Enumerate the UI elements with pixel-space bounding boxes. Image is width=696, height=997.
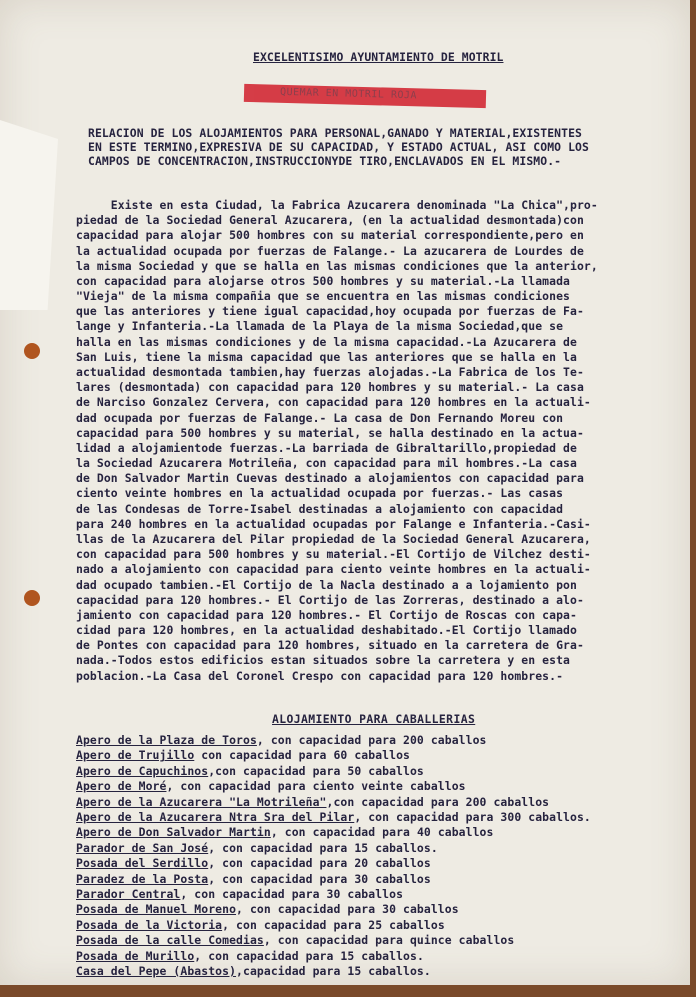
body-line: de Don Salvador Martin Cuevas destinado a alojamientos con capacidad para (76, 471, 584, 486)
stable-capacity: ,con capacidad para 200 caballos (326, 794, 550, 809)
body-line: nado a alojamiento con capacidad para ciento veinte hombres en la actuali- (76, 562, 591, 577)
body-line: San Luis, tiene la misma capacidad que las anteriores que se halla en la (76, 349, 577, 364)
body-line: lidad a alojamientode fuerzas.-La barriada de Gibraltarillo,propiedad de (76, 440, 577, 455)
folded-corner (0, 120, 58, 310)
list-item (76, 748, 410, 762)
list-item (76, 825, 493, 839)
list-item (76, 872, 431, 886)
body-line: poblacion.-La Casa del Coronel Crespo con capacidad para 120 hombres.- (76, 668, 564, 683)
list-item (76, 841, 438, 855)
stable-capacity: , con capacidad para 30 caballos (208, 871, 431, 886)
list-item (76, 733, 487, 747)
stable-capacity: con capacidad para 60 caballos (194, 748, 410, 763)
red-stamp (244, 84, 486, 108)
stable-name: Apero de Capuchinos (76, 763, 209, 778)
list-item (76, 918, 445, 932)
body-line: la misma Sociedad y que se halla en las mismas condiciones que la anterior, (76, 258, 598, 273)
stable-capacity: , con capacidad para 15 caballos. (208, 840, 438, 855)
stable-name: Parador de San José (76, 840, 209, 855)
list-item (76, 795, 549, 809)
body-line: la actualidad ocupada por fuerzas de Falange.- La azucarera de Lourdes de (76, 243, 584, 258)
body-line: dad ocupado tambien.-El Cortijo de la Nacla destinado a a lojamiento pon (76, 577, 577, 592)
body-line: nada.-Todos estos edificios estan situados sobre la carretera y en esta (76, 653, 570, 668)
body-line: llas de la Azucarera del Pilar propiedad de la Sociedad General Azucarera, (76, 531, 591, 546)
body-line: de las Condesas de Torre-Isabel destinadas a alojamiento con capacidad (76, 501, 564, 516)
list-item (76, 779, 466, 793)
body-line: capacidad para 500 hombres y su material, se halla destinado en la actua- (76, 425, 584, 440)
body-line: de Narciso Gonzalez Cervera, con capacidad para 120 hombres en la actuali- (76, 395, 591, 410)
list-item (76, 856, 431, 870)
stable-name: Apero de la Azucarera Ntra Sra del Pilar (76, 810, 355, 824)
stables-heading: ALOJAMIENTO PARA CABALLERIAS (272, 712, 476, 726)
punch-hole (24, 590, 40, 606)
body-line: capacidad para 120 hombres.- El Cortijo de las Zorreras, destinado a alo- (76, 592, 584, 607)
body-line: jamiento con capacidad para 120 hombres.- El Cortijo de Roscas con capa- (76, 607, 577, 622)
body-line: piedad de la Sociedad General Azucarera, (en la actualidad desmontada)con (76, 213, 584, 228)
body-line: Existe en esta Ciudad, la Fabrica Azucarera denominada "La Chica",pro- (76, 198, 598, 212)
stable-name: Casa del Pepe (Abastos) (76, 964, 237, 978)
stable-name: Parador Central (76, 887, 181, 901)
stable-capacity: ,capacidad para 15 caballos. (236, 964, 431, 978)
stable-capacity: , con capacidad para 30 caballos (180, 887, 404, 901)
stable-capacity: , con capacidad para ciento veinte caballos (166, 779, 466, 794)
body-line: dad ocupada por fuerzas de Falange.- La casa de Don Fernando Moreu con (76, 410, 564, 425)
body-line: la Sociedad Azucarera Motrileña, con capacidad para mil hombres.-La casa (76, 456, 577, 471)
list-item (76, 964, 431, 978)
list-item (76, 887, 403, 901)
list-item (76, 764, 424, 778)
stable-name: Paradez de la Posta (76, 871, 209, 886)
document-header: EXCELENTISIMO AYUNTAMIENTO DE MOTRIL (253, 50, 504, 64)
body-line: lares (desmontada) con capacidad para 120 hombres y su material.- La casa (76, 380, 584, 395)
title-line: CAMPOS DE CONCENTRACION,INSTRUCCIONYDE TIRO,ENCLAVADOS EN EL MISMO.- (88, 154, 562, 168)
stable-capacity: , con capacidad para 40 caballos (270, 825, 494, 840)
stable-name: Apero de Moré (76, 779, 167, 794)
body-line: actualidad desmontada tambien,hay fuerzas alojadas.-La Fabrica de los Te- (76, 364, 584, 379)
punch-hole (24, 343, 40, 359)
title-line: RELACION DE LOS ALOJAMIENTOS PARA PERSONAL,GANADO Y MATERIAL,EXISTENTES (88, 126, 582, 140)
stable-name: Posada de la calle Comedias (76, 933, 264, 948)
body-line: cidad para 120 hombres, en la actualidad deshabitado.-El Cortijo llamado (76, 623, 577, 638)
stable-capacity: , con capacidad para 20 caballos (208, 856, 431, 871)
stable-capacity: , con capacidad para 300 caballos. (354, 810, 591, 824)
stable-capacity: , con capacidad para 30 caballos (236, 902, 459, 917)
stable-capacity: ,con capacidad para 50 caballos (208, 763, 424, 778)
stable-capacity: , con capacidad para 25 caballos (222, 917, 445, 932)
stable-name: Apero de Don Salvador Martin (76, 825, 271, 840)
stable-name: Posada de Manuel Moreno (76, 902, 237, 917)
list-item (76, 933, 514, 947)
body-line: con capacidad para 500 hombres y su material.-El Cortijo de Vilchez desti- (76, 547, 591, 562)
list-item (76, 902, 459, 916)
body-line: lange y Infanteria.-La llamada de la Playa de la misma Sociedad,que se (76, 319, 564, 334)
stamp-text: QUEMAR EN MOTRIL ROJA (279, 86, 418, 102)
stable-capacity: , con capacidad para 200 caballos (256, 733, 487, 747)
stable-name: Posada de Murillo (76, 948, 195, 963)
stable-name: Posada de la Victoria (76, 917, 223, 932)
stable-name: Posada del Serdillo (76, 856, 209, 871)
list-item (76, 810, 591, 824)
body-line: ciento veinte hombres en la actualidad ocupada por fuerzas.- Las casas (76, 486, 564, 501)
stable-capacity: , con capacidad para quince caballos (263, 933, 515, 948)
body-line: capacidad para alojar 500 hombres con su material correspondiente,pero en (76, 228, 584, 243)
title-line: EN ESTE TERMINO,EXPRESIVA DE SU CAPACIDAD, Y ESTADO ACTUAL, ASI COMO LOS (88, 140, 589, 154)
stable-capacity: , con capacidad para 15 caballos. (194, 948, 424, 963)
stable-name: Apero de Trujillo (76, 748, 195, 763)
body-line: de Pontes con capacidad para 120 hombres, situado en la carretera de Gra- (76, 638, 584, 653)
body-line: que las anteriores y tiene igual capacidad,hoy ocupada por fuerzas de Fa- (76, 304, 584, 319)
stable-name: Apero de la Azucarera "La Motrileña" (76, 794, 327, 809)
body-line: halla en las mismas condiciones y de la misma capacidad.-La Azucarera de (76, 334, 577, 349)
stable-name: Apero de la Plaza de Toros (76, 733, 257, 747)
body-line: para 240 hombres en la actualidad ocupadas por Falange e Infanteria.-Casi- (76, 516, 591, 531)
body-line: "Vieja" de la misma compañia que se encuentra en las mismas condiciones (76, 289, 570, 304)
list-item (76, 949, 424, 963)
body-line: con capacidad para alojarse otros 500 hombres y su material.-La llamada (76, 273, 570, 288)
